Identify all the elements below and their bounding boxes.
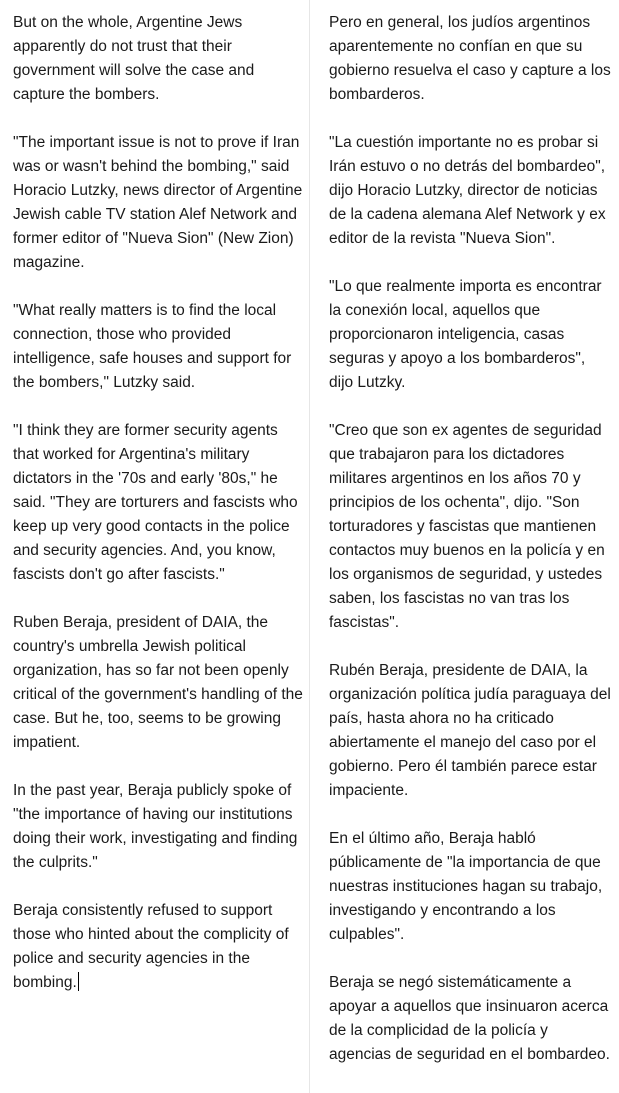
- spanish-paragraph-6: En el último año, Beraja habló públicamente de "la importancia de que nuestras instituciones hagan su trabajo, investigando y encontrando a los culpables".: [329, 830, 603, 943]
- english-column[interactable]: [13, 11, 303, 1019]
- english-paragraph-3: "What really matters is to find the local connection, those who provided intelligence, safe houses and support for the bombers," Lutzky said.: [13, 302, 292, 391]
- spanish-paragraph-7: Beraja se negó sistemáticamente a apoyar a aquellos que insinuaron acerca de la complicidad de la policía y agencias de seguridad en el bombardeo.: [329, 974, 610, 1063]
- english-paragraph-5: Ruben Beraja, president of DAIA, the country's umbrella Jewish political organization, has so far not been openly critical of the government's handling of the case. But he, too, seems to be growing impatient.: [13, 614, 303, 751]
- spanish-paragraph-2: "La cuestión importante no es probar si Irán estuvo o no detrás del bombardeo", dijo Horacio Lutzky, director de noticias de la cadena alemana Alef Network y ex editor de la revista "Nueva Sion".: [329, 134, 606, 247]
- spanish-paragraph-5: Rubén Beraja, presidente de DAIA, la organización política judía paraguaya del país, hasta ahora no ha criticado abiertamente el manejo del caso por el gobierno. Pero él también parece estar impaciente.: [329, 662, 611, 799]
- english-paragraph-6: In the past year, Beraja publicly spoke of "the importance of having our institutions doing their work, investigating and finding the culprits.": [13, 782, 298, 871]
- spanish-column[interactable]: [329, 11, 611, 1091]
- column-divider: [309, 0, 310, 1093]
- text-cursor: [78, 972, 79, 991]
- spanish-paragraph-1: Pero en general, los judíos argentinos aparentemente no confían en que su gobierno resuelva el caso y capture a los bombarderos.: [329, 14, 611, 103]
- spanish-paragraph-4: "Creo que son ex agentes de seguridad que trabajaron para los dictadores militares argentinos en los años 70 y principios de los ochenta", dijo. "Son torturadores y fascistas que mantienen contactos muy buenos en la policía y en los organismos de seguridad, y ustedes saben, los fascistas no van tras los fascistas".: [329, 422, 605, 631]
- english-paragraph-4: "I think they are former security agents that worked for Argentina's military dictators in the '70s and early '80s," he said. "They are torturers and fascists who keep up very good contacts in the police and security agencies. And, you know, fascists don't go after fascists.": [13, 422, 298, 583]
- spanish-paragraph-3: "Lo que realmente importa es encontrar la conexión local, aquellos que proporcionaron inteligencia, casas seguras y apoyo a los bombarderos", dijo Lutzky.: [329, 278, 602, 391]
- english-paragraph-7: [13, 899, 303, 995]
- english-paragraph-1: But on the whole, Argentine Jews apparently do not trust that their government will solve the case and capture the bombers.: [13, 14, 255, 103]
- english-paragraph-2: "The important issue is not to prove if Iran was or wasn't behind the bombing," said Horacio Lutzky, news director of Argentine Jewish cable TV station Alef Network and former editor of "Nueva Sion" (New Zion) magazine.: [13, 134, 303, 271]
- english-paragraph-7-text: Beraja consistently refused to support those who hinted about the complicity of police and security agencies in the bombing.: [13, 902, 289, 991]
